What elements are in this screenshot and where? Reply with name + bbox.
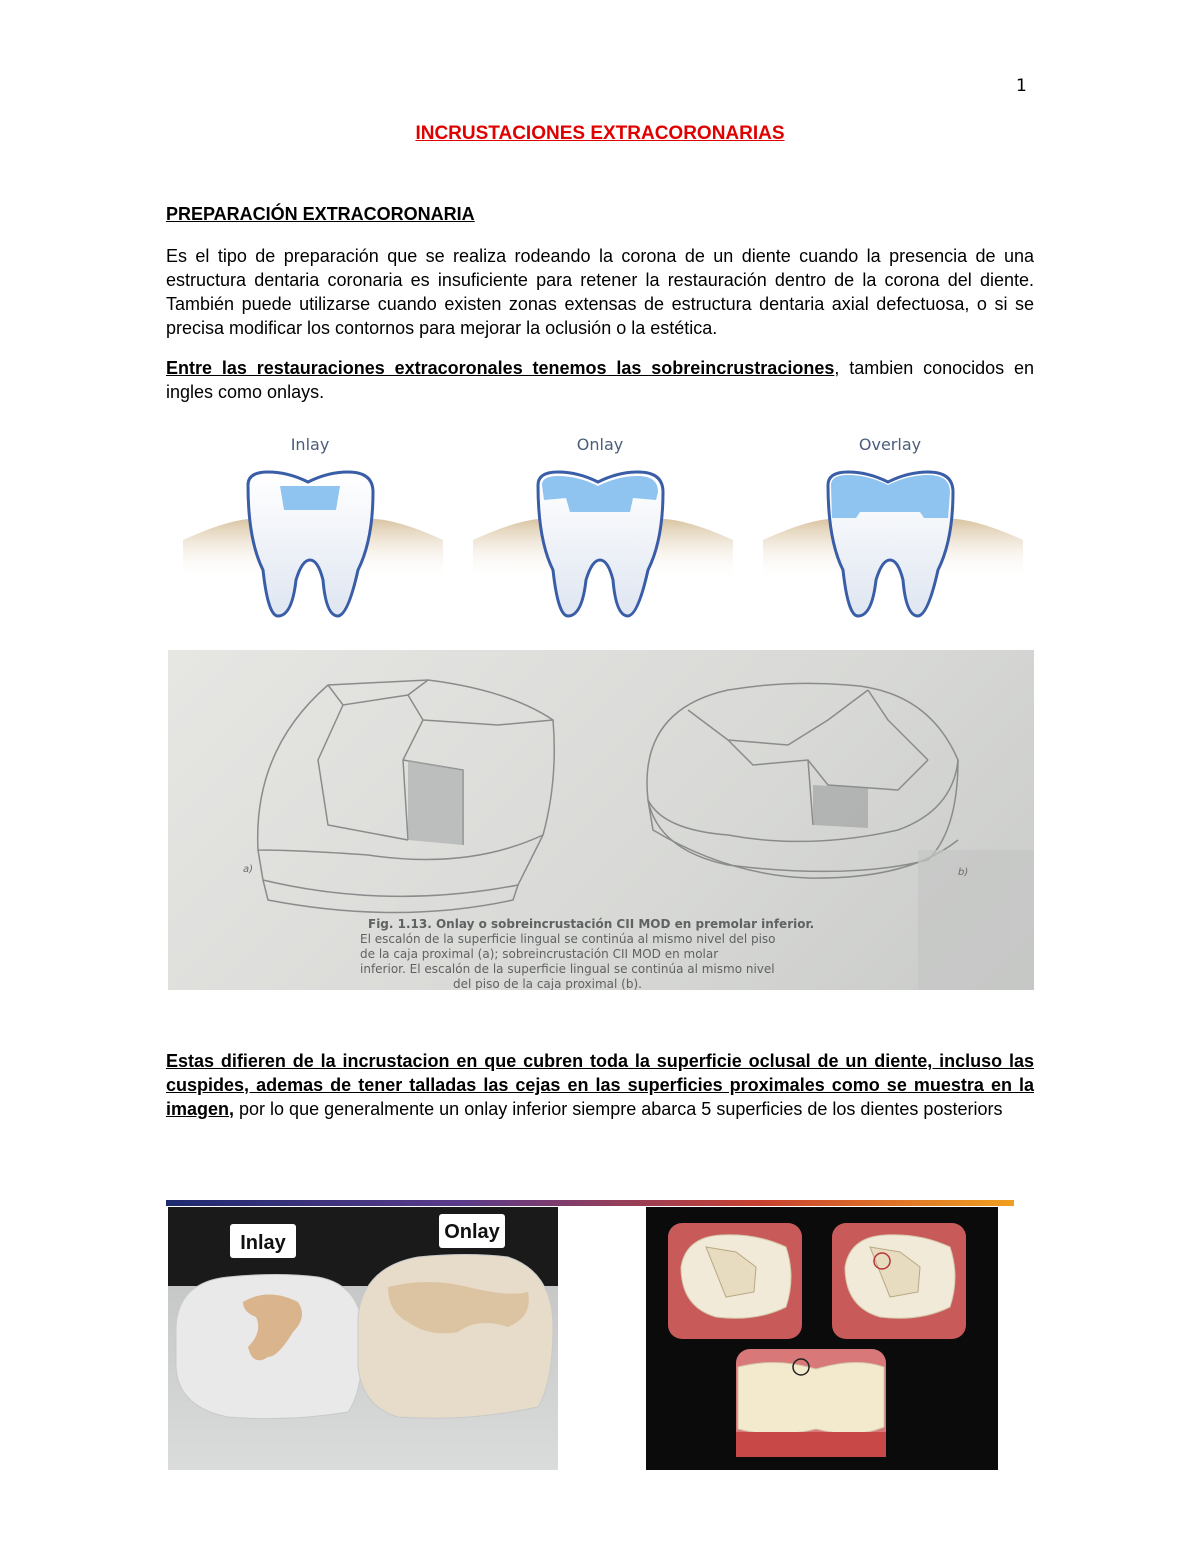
onlay-label: Onlay — [576, 435, 624, 454]
inlay-photo-label: Inlay — [240, 1232, 286, 1254]
textbook-figure-photo — [168, 650, 1034, 990]
difference-paragraph — [166, 1049, 1034, 1121]
caption-line-4: inferior. El escalón de la superficie lingual se continúa al mismo nivel — [360, 962, 775, 976]
label-a: a) — [243, 864, 254, 875]
caption-line-2: El escalón de la superficie lingual se continúa al mismo nivel del piso — [360, 932, 776, 946]
difference-paragraph-rest: por lo que generalmente un onlay inferior siempre abarca 5 superficies de los dientes posteriors — [234, 1099, 1003, 1119]
overlay-label: Overlay — [858, 435, 922, 454]
section-heading: PREPARACIÓN EXTRACORONARIA — [166, 204, 475, 224]
inlay-onlay-photo — [168, 1207, 558, 1470]
restoration-types-diagram — [168, 430, 1034, 640]
document-title: INCRUSTACIONES EXTRACORONARIAS — [415, 123, 785, 144]
page-number: 1 — [1016, 76, 1027, 96]
onlay-illustrations — [646, 1207, 998, 1470]
inlay-diagram — [183, 435, 443, 616]
caption-line-5: del piso de la caja proximal (b). — [453, 977, 642, 990]
caption-line-3: de la caja proximal (a); sobreincrustación CII MOD en molar — [360, 947, 719, 961]
molar-drawing — [647, 683, 958, 878]
onlay-diagram — [473, 435, 733, 616]
difference-paragraph-bold: Estas difieren de la incrustacion en que cubren toda la superficie oclusal de un diente, incluso las cuspides, ademas de tener talladas las cejas en las superficies proximales como se muestra en la imagen, — [166, 1051, 1034, 1119]
intro-paragraph: Es el tipo de preparación que se realiza rodeando la corona de un diente cuando la presencia de una estructura dentaria coronaria es insuficiente para retener la restauración dentro de la corona del diente. También puede utilizarse cuando existen zonas extensas de estructura dentaria axial defectuosa, o si se precisa modificar los contornos para mejorar la oclusión o la estética. — [166, 246, 1034, 338]
onlay-paragraph-bold: Entre las restauraciones extracoronales tenemos las sobreincrustraciones — [166, 358, 835, 378]
onlay-paragraph — [166, 356, 1034, 404]
color-strip — [166, 1200, 1014, 1206]
label-b: b) — [958, 867, 969, 878]
figure-caption — [360, 917, 814, 990]
overlay-diagram — [763, 435, 1023, 616]
inlay-label: Inlay — [290, 435, 330, 454]
onlay-paragraph-rest: , tambien conocidos en ingles como onlays. — [166, 358, 1034, 402]
caption-line-1: Fig. 1.13. Onlay o sobreincrustación CII MOD en premolar inferior. — [368, 917, 815, 931]
premolar-drawing — [258, 680, 555, 913]
onlay-photo-label: Onlay — [444, 1221, 500, 1243]
